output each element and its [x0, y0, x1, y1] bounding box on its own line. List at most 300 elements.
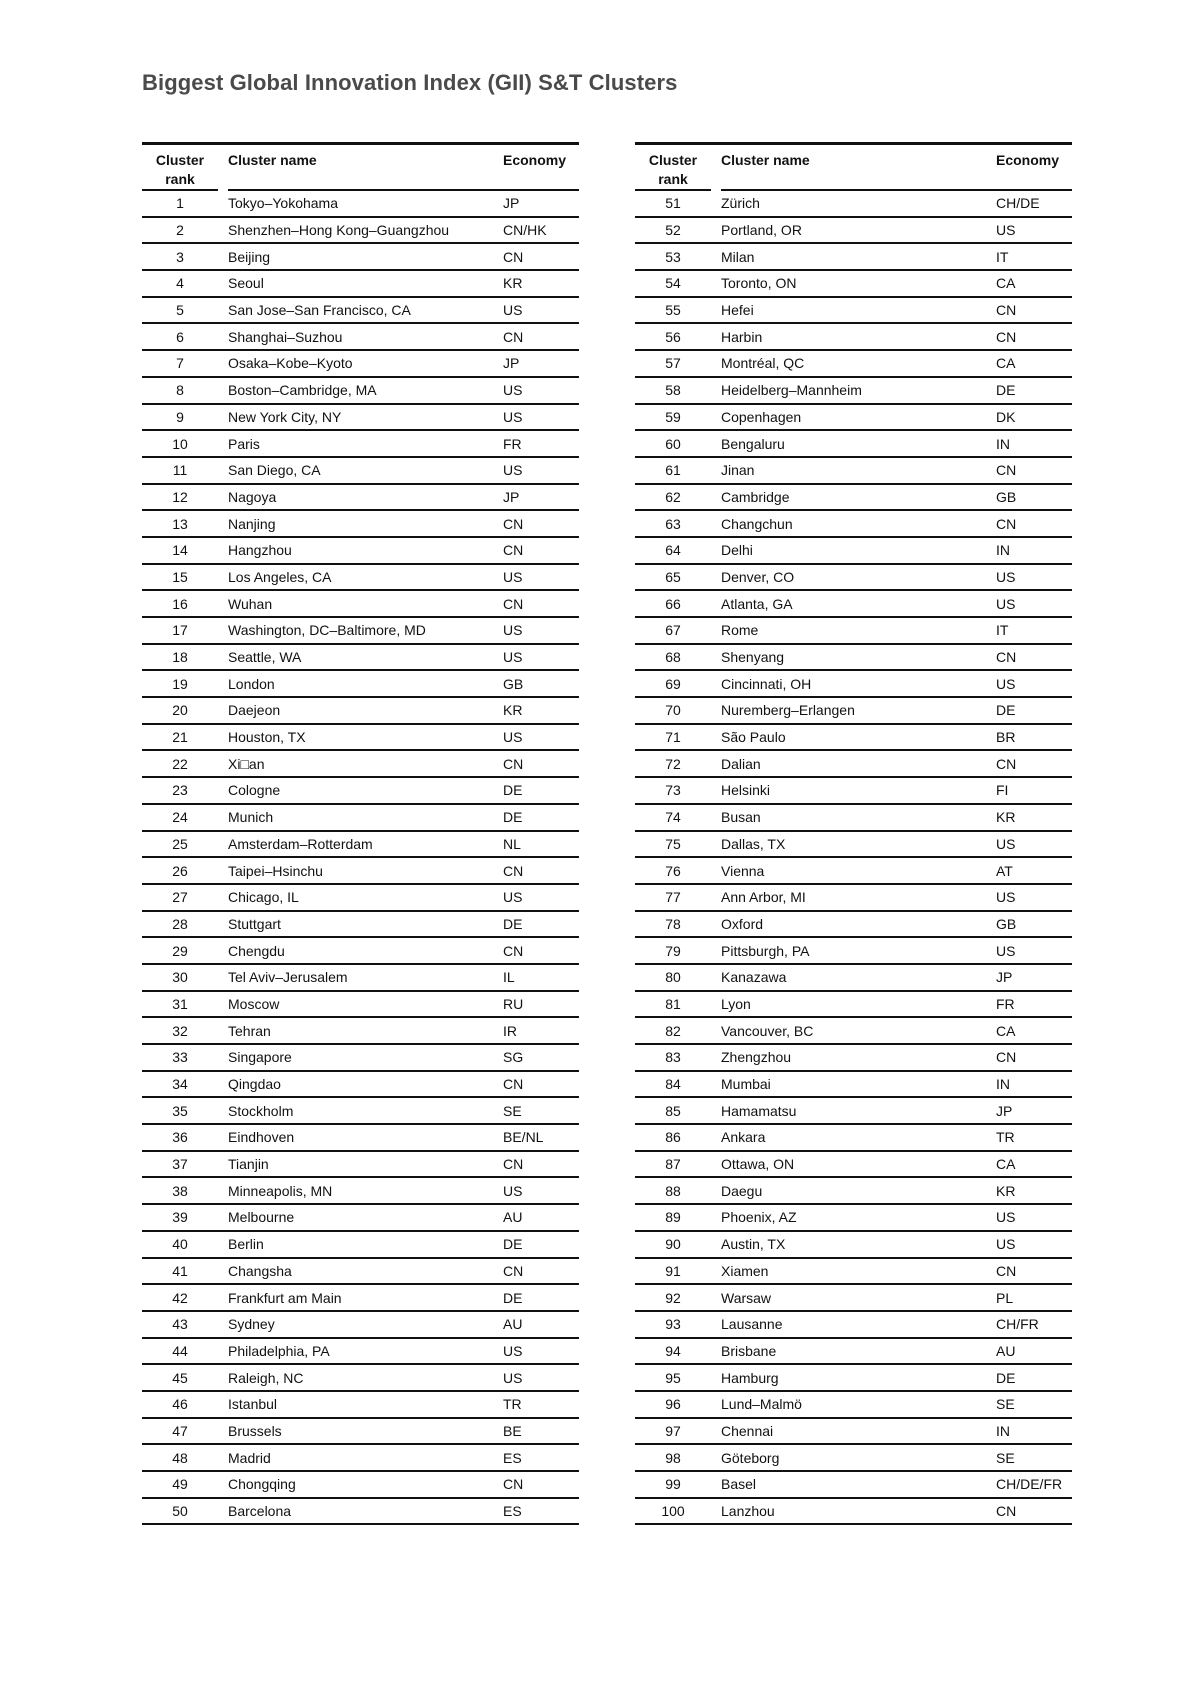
- cluster-name: Tehran: [228, 1017, 503, 1044]
- cluster-rank: 43: [142, 1311, 218, 1338]
- cluster-name: Beijing: [228, 243, 503, 270]
- table-row: [142, 1471, 579, 1498]
- table-row: [635, 1124, 1072, 1151]
- cluster-name: Hamamatsu: [721, 1097, 996, 1124]
- cluster-rank: 82: [635, 1017, 711, 1044]
- cluster-name: Kanazawa: [721, 964, 996, 991]
- table-row: [142, 1204, 579, 1231]
- cluster-rank: 38: [142, 1177, 218, 1204]
- table-row: [635, 510, 1072, 537]
- economy: CN: [503, 857, 579, 884]
- cluster-rank: 69: [635, 670, 711, 697]
- table-row: [635, 937, 1072, 964]
- economy: DE: [996, 377, 1072, 404]
- economy: US: [503, 297, 579, 324]
- table-row: [142, 884, 579, 911]
- economy: DE: [503, 777, 579, 804]
- cluster-name: Milan: [721, 243, 996, 270]
- cluster-name: Frankfurt am Main: [228, 1284, 503, 1311]
- cluster-rank: 92: [635, 1284, 711, 1311]
- header-cluster-name: Cluster name: [228, 144, 503, 191]
- table-header-left: [142, 144, 579, 191]
- table-row: [635, 777, 1072, 804]
- economy: CN: [503, 537, 579, 564]
- cluster-rank: 88: [635, 1177, 711, 1204]
- economy: US: [503, 617, 579, 644]
- table-row: [142, 537, 579, 564]
- cluster-rank: 87: [635, 1151, 711, 1178]
- economy: KR: [503, 697, 579, 724]
- economy: CH/DE: [996, 190, 1072, 217]
- economy: ES: [503, 1444, 579, 1471]
- economy: SE: [996, 1444, 1072, 1471]
- economy: CN/HK: [503, 217, 579, 244]
- cluster-rank: 7: [142, 350, 218, 377]
- cluster-name: Portland, OR: [721, 217, 996, 244]
- cluster-name: Ankara: [721, 1124, 996, 1151]
- economy: IN: [996, 430, 1072, 457]
- cluster-rank: 58: [635, 377, 711, 404]
- table-row: [142, 510, 579, 537]
- economy: US: [503, 457, 579, 484]
- cluster-name: Qingdao: [228, 1071, 503, 1098]
- economy: TR: [996, 1124, 1072, 1151]
- cluster-name: Chicago, IL: [228, 884, 503, 911]
- cluster-rank: 19: [142, 670, 218, 697]
- cluster-name: Helsinki: [721, 777, 996, 804]
- table-row: [142, 1338, 579, 1365]
- cluster-name: Vancouver, BC: [721, 1017, 996, 1044]
- cluster-rank: 53: [635, 243, 711, 270]
- economy: US: [996, 831, 1072, 858]
- cluster-rank: 78: [635, 911, 711, 938]
- table-row: [635, 1284, 1072, 1311]
- cluster-name: Nagoya: [228, 484, 503, 511]
- header-cluster-rank: [635, 144, 711, 191]
- page-title: Biggest Global Innovation Index (GII) S&T Clusters: [142, 70, 678, 95]
- cluster-name: Chengdu: [228, 937, 503, 964]
- cluster-name: Lausanne: [721, 1311, 996, 1338]
- cluster-rank: 33: [142, 1044, 218, 1071]
- economy: GB: [996, 911, 1072, 938]
- cluster-rank: 66: [635, 590, 711, 617]
- cluster-name: Cologne: [228, 777, 503, 804]
- economy: US: [503, 644, 579, 671]
- cluster-rank: 17: [142, 617, 218, 644]
- economy: CN: [503, 1151, 579, 1178]
- clusters-table-right: [635, 142, 1072, 1525]
- table-row: [635, 430, 1072, 457]
- table-row: [635, 377, 1072, 404]
- cluster-name: Amsterdam–Rotterdam: [228, 831, 503, 858]
- table-row: [142, 1444, 579, 1471]
- table-header-right: [635, 144, 1072, 191]
- economy: US: [996, 217, 1072, 244]
- economy: US: [503, 377, 579, 404]
- cluster-name: San Jose–San Francisco, CA: [228, 297, 503, 324]
- cluster-rank: 18: [142, 644, 218, 671]
- table-row: [635, 404, 1072, 431]
- cluster-name: Seoul: [228, 270, 503, 297]
- table-row: [635, 243, 1072, 270]
- economy: US: [503, 404, 579, 431]
- cluster-rank: 56: [635, 323, 711, 350]
- cluster-name: Philadelphia, PA: [228, 1338, 503, 1365]
- cluster-name: Bengaluru: [721, 430, 996, 457]
- table-row: [142, 750, 579, 777]
- cluster-rank: 6: [142, 323, 218, 350]
- table-row: [635, 1017, 1072, 1044]
- table-row: [142, 323, 579, 350]
- table-row: [142, 590, 579, 617]
- header-economy: Economy: [503, 144, 579, 191]
- cluster-name: Seattle, WA: [228, 644, 503, 671]
- cluster-name: Los Angeles, CA: [228, 564, 503, 591]
- table-row: [635, 804, 1072, 831]
- table-row: [142, 430, 579, 457]
- economy: FR: [996, 991, 1072, 1018]
- cluster-rank: 20: [142, 697, 218, 724]
- table-row: [142, 484, 579, 511]
- economy: US: [503, 1364, 579, 1391]
- table-row: [142, 190, 579, 217]
- table-row: [142, 777, 579, 804]
- table-row: [635, 564, 1072, 591]
- economy: US: [996, 1204, 1072, 1231]
- economy: CH/FR: [996, 1311, 1072, 1338]
- cluster-rank: 59: [635, 404, 711, 431]
- cluster-name: Rome: [721, 617, 996, 644]
- economy: CN: [503, 1258, 579, 1285]
- cluster-rank: 30: [142, 964, 218, 991]
- economy: DE: [503, 911, 579, 938]
- economy: US: [996, 590, 1072, 617]
- cluster-name: New York City, NY: [228, 404, 503, 431]
- table-row: [635, 590, 1072, 617]
- cluster-rank: 67: [635, 617, 711, 644]
- header-rank-line1: Cluster: [155, 152, 205, 168]
- economy: AT: [996, 857, 1072, 884]
- table-row: [142, 1124, 579, 1151]
- table-row: [142, 804, 579, 831]
- economy: CN: [503, 1071, 579, 1098]
- table-row: [142, 1231, 579, 1258]
- economy: ES: [503, 1498, 579, 1525]
- table-row: [142, 670, 579, 697]
- cluster-name: Houston, TX: [228, 724, 503, 751]
- cluster-name: Heidelberg–Mannheim: [721, 377, 996, 404]
- cluster-rank: 61: [635, 457, 711, 484]
- table-row: [142, 270, 579, 297]
- table-row: [142, 297, 579, 324]
- cluster-rank: 9: [142, 404, 218, 431]
- economy: CN: [503, 510, 579, 537]
- table-row: [635, 884, 1072, 911]
- cluster-name: Lyon: [721, 991, 996, 1018]
- cluster-name: Daegu: [721, 1177, 996, 1204]
- economy: JP: [503, 190, 579, 217]
- cluster-rank: 70: [635, 697, 711, 724]
- cluster-rank: 85: [635, 1097, 711, 1124]
- economy: IL: [503, 964, 579, 991]
- cluster-rank: 71: [635, 724, 711, 751]
- cluster-name: Shanghai–Suzhou: [228, 323, 503, 350]
- cluster-rank: 26: [142, 857, 218, 884]
- cluster-name: Osaka–Kobe–Kyoto: [228, 350, 503, 377]
- header-rank-line1: Cluster: [648, 152, 698, 168]
- cluster-rank: 4: [142, 270, 218, 297]
- economy: PL: [996, 1284, 1072, 1311]
- table-row: [142, 964, 579, 991]
- economy: CN: [996, 750, 1072, 777]
- economy: GB: [996, 484, 1072, 511]
- cluster-name: Warsaw: [721, 1284, 996, 1311]
- economy: AU: [503, 1204, 579, 1231]
- cluster-name: Harbin: [721, 323, 996, 350]
- table-row: [635, 617, 1072, 644]
- cluster-name: Denver, CO: [721, 564, 996, 591]
- economy: US: [503, 724, 579, 751]
- economy: IT: [996, 243, 1072, 270]
- cluster-name: Basel: [721, 1471, 996, 1498]
- cluster-name: Hefei: [721, 297, 996, 324]
- table-row: [635, 670, 1072, 697]
- cluster-name: Daejeon: [228, 697, 503, 724]
- header-rank-line2: rank: [165, 171, 195, 187]
- economy: US: [503, 1177, 579, 1204]
- economy: IN: [996, 1418, 1072, 1445]
- table-row: [142, 1044, 579, 1071]
- cluster-name: Istanbul: [228, 1391, 503, 1418]
- table-row: [142, 937, 579, 964]
- cluster-rank: 14: [142, 537, 218, 564]
- header-cluster-name: Cluster name: [721, 144, 996, 191]
- economy: CA: [996, 350, 1072, 377]
- cluster-name: Melbourne: [228, 1204, 503, 1231]
- cluster-rank: 80: [635, 964, 711, 991]
- cluster-rank: 13: [142, 510, 218, 537]
- cluster-name: Phoenix, AZ: [721, 1204, 996, 1231]
- cluster-rank: 34: [142, 1071, 218, 1098]
- economy: CN: [503, 1471, 579, 1498]
- cluster-name: Boston–Cambridge, MA: [228, 377, 503, 404]
- cluster-rank: 94: [635, 1338, 711, 1365]
- table-row: [142, 404, 579, 431]
- economy: CN: [503, 243, 579, 270]
- table-row: [635, 1338, 1072, 1365]
- table-row: [635, 1391, 1072, 1418]
- table-row: [635, 1418, 1072, 1445]
- cluster-name: Xi□an: [228, 750, 503, 777]
- table-row: [142, 1498, 579, 1525]
- cluster-rank: 50: [142, 1498, 218, 1525]
- cluster-rank: 72: [635, 750, 711, 777]
- cluster-rank: 29: [142, 937, 218, 964]
- table-body-left: [142, 190, 579, 1524]
- table-row: [142, 1017, 579, 1044]
- economy: CN: [996, 1498, 1072, 1525]
- cluster-name: Singapore: [228, 1044, 503, 1071]
- cluster-name: Zürich: [721, 190, 996, 217]
- cluster-rank: 42: [142, 1284, 218, 1311]
- economy: DE: [503, 1231, 579, 1258]
- table-row: [635, 537, 1072, 564]
- cluster-name: Changsha: [228, 1258, 503, 1285]
- cluster-rank: 99: [635, 1471, 711, 1498]
- table-row: [142, 564, 579, 591]
- cluster-rank: 23: [142, 777, 218, 804]
- cluster-name: Barcelona: [228, 1498, 503, 1525]
- cluster-rank: 74: [635, 804, 711, 831]
- cluster-name: Hangzhou: [228, 537, 503, 564]
- table-body-right: [635, 190, 1072, 1524]
- economy: KR: [996, 1177, 1072, 1204]
- cluster-name: Delhi: [721, 537, 996, 564]
- cluster-name: Cincinnati, OH: [721, 670, 996, 697]
- table-row: [635, 1471, 1072, 1498]
- cluster-rank: 45: [142, 1364, 218, 1391]
- table-row: [142, 243, 579, 270]
- table-row: [635, 857, 1072, 884]
- header-cluster-rank: [142, 144, 218, 191]
- cluster-rank: 76: [635, 857, 711, 884]
- economy: CN: [996, 644, 1072, 671]
- economy: BE/NL: [503, 1124, 579, 1151]
- cluster-name: Atlanta, GA: [721, 590, 996, 617]
- cluster-rank: 98: [635, 1444, 711, 1471]
- economy: SE: [503, 1097, 579, 1124]
- cluster-name: Chongqing: [228, 1471, 503, 1498]
- economy: US: [996, 1231, 1072, 1258]
- economy: KR: [503, 270, 579, 297]
- table-row: [142, 831, 579, 858]
- economy: JP: [503, 350, 579, 377]
- table-row: [635, 484, 1072, 511]
- table-row: [142, 217, 579, 244]
- economy: CN: [996, 510, 1072, 537]
- cluster-name: Brisbane: [721, 1338, 996, 1365]
- table-row: [635, 1311, 1072, 1338]
- economy: AU: [503, 1311, 579, 1338]
- economy: CN: [996, 1044, 1072, 1071]
- economy: TR: [503, 1391, 579, 1418]
- cluster-name: Sydney: [228, 1311, 503, 1338]
- cluster-name: Montréal, QC: [721, 350, 996, 377]
- table-row: [142, 857, 579, 884]
- cluster-name: Mumbai: [721, 1071, 996, 1098]
- economy: CN: [503, 590, 579, 617]
- header-economy: Economy: [996, 144, 1072, 191]
- cluster-rank: 10: [142, 430, 218, 457]
- cluster-name: Dallas, TX: [721, 831, 996, 858]
- economy: US: [996, 937, 1072, 964]
- table-row: [635, 457, 1072, 484]
- table-row: [142, 1418, 579, 1445]
- cluster-rank: 31: [142, 991, 218, 1018]
- table-row: [142, 1258, 579, 1285]
- table-row: [142, 1364, 579, 1391]
- cluster-name: Minneapolis, MN: [228, 1177, 503, 1204]
- table-row: [142, 1097, 579, 1124]
- cluster-rank: 73: [635, 777, 711, 804]
- economy: JP: [996, 1097, 1072, 1124]
- economy: DE: [503, 804, 579, 831]
- cluster-name: Göteborg: [721, 1444, 996, 1471]
- table-row: [635, 724, 1072, 751]
- cluster-rank: 39: [142, 1204, 218, 1231]
- economy: CN: [996, 323, 1072, 350]
- cluster-name: Nanjing: [228, 510, 503, 537]
- cluster-rank: 90: [635, 1231, 711, 1258]
- cluster-rank: 44: [142, 1338, 218, 1365]
- cluster-rank: 28: [142, 911, 218, 938]
- table-row: [142, 377, 579, 404]
- cluster-rank: 54: [635, 270, 711, 297]
- table-row: [635, 911, 1072, 938]
- cluster-rank: 52: [635, 217, 711, 244]
- cluster-rank: 41: [142, 1258, 218, 1285]
- cluster-name: Xiamen: [721, 1258, 996, 1285]
- table-row: [142, 991, 579, 1018]
- table-row: [142, 1151, 579, 1178]
- cluster-name: Brussels: [228, 1418, 503, 1445]
- table-row: [142, 1071, 579, 1098]
- cluster-rank: 95: [635, 1364, 711, 1391]
- cluster-rank: 68: [635, 644, 711, 671]
- cluster-name: Oxford: [721, 911, 996, 938]
- cluster-name: Wuhan: [228, 590, 503, 617]
- table-row: [635, 831, 1072, 858]
- cluster-name: Tianjin: [228, 1151, 503, 1178]
- cluster-rank: 83: [635, 1044, 711, 1071]
- table-row: [142, 457, 579, 484]
- table-row: [142, 644, 579, 671]
- economy: BR: [996, 724, 1072, 751]
- table-row: [142, 911, 579, 938]
- economy: JP: [996, 964, 1072, 991]
- cluster-name: Shenzhen–Hong Kong–Guangzhou: [228, 217, 503, 244]
- economy: SG: [503, 1044, 579, 1071]
- economy: DE: [996, 697, 1072, 724]
- cluster-name: Busan: [721, 804, 996, 831]
- cluster-rank: 60: [635, 430, 711, 457]
- cluster-rank: 91: [635, 1258, 711, 1285]
- economy: US: [996, 564, 1072, 591]
- economy: CA: [996, 1017, 1072, 1044]
- economy: IT: [996, 617, 1072, 644]
- table-row: [635, 297, 1072, 324]
- table-row: [635, 644, 1072, 671]
- cluster-rank: 86: [635, 1124, 711, 1151]
- economy: CN: [503, 323, 579, 350]
- cluster-rank: 51: [635, 190, 711, 217]
- cluster-name: Austin, TX: [721, 1231, 996, 1258]
- cluster-rank: 89: [635, 1204, 711, 1231]
- table-row: [142, 350, 579, 377]
- economy: CN: [996, 1258, 1072, 1285]
- cluster-rank: 84: [635, 1071, 711, 1098]
- economy: US: [996, 670, 1072, 697]
- cluster-rank: 81: [635, 991, 711, 1018]
- cluster-name: Ottawa, ON: [721, 1151, 996, 1178]
- cluster-name: Berlin: [228, 1231, 503, 1258]
- cluster-name: Lund–Malmö: [721, 1391, 996, 1418]
- economy: US: [503, 1338, 579, 1365]
- table-row: [142, 1391, 579, 1418]
- cluster-name: Zhengzhou: [721, 1044, 996, 1071]
- economy: DK: [996, 404, 1072, 431]
- economy: CN: [503, 750, 579, 777]
